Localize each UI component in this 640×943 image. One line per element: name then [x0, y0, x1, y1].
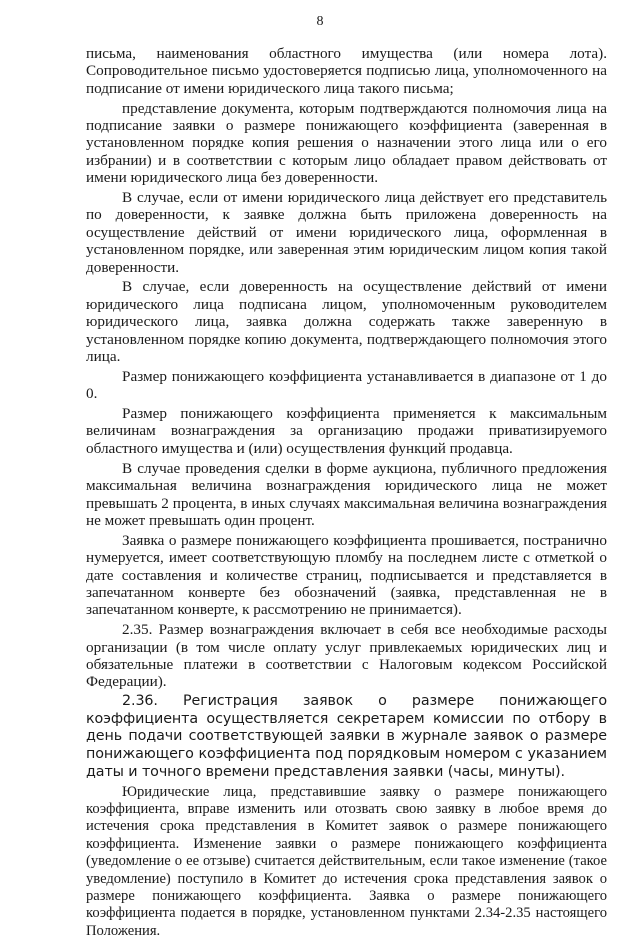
paragraph-application-binding: Заявка о размере понижающего коэффициента прошивается, постранично нумеруется, имеет соответствующую пломбу на последнем листе с отметкой о дате составления и количестве страниц, подписывается и представляется в запечатанном конверте без обозначений (заявка, представленная не в запечатанном конверте, к рассмотрению не принимается). [86, 531, 607, 619]
paragraph-cover-letter: письма, наименования областного имущества (или номера лота). Сопроводительное письмо удостоверяется подписью лица, уполномоченного на подписание от имени юридического лица такого письма; [86, 45, 607, 97]
paragraph-coefficient-applied: Размер понижающего коэффициента применяется к максимальным величинам вознаграждения за организацию продажи приватизируемого областного имущества и (или) осуществления функций продавца. [86, 405, 607, 457]
paragraph-withdrawal: Юридические лица, представившие заявку о размере понижающего коэффициента, вправе изменить или отозвать свою заявку в любое время до истечения срока представления в Комитет заявок о размере понижающего коэффициента. Изменение заявки о размере понижающего коэффициента (уведомление о ее отзыве) считается действительным, если такое изменение (такое уведомление) поступило в Комитет до истечения срока представления заявок о размере понижающего коэффициента. Заявка о размере понижающего коэффициента подается в порядке, установленном пунктами 2.34-2.35 настоящего Положения. [86, 783, 607, 939]
paragraph-coefficient-range: Размер понижающего коэффициента устанавливается в диапазоне от 1 до 0. [86, 367, 607, 403]
paragraph-2-35: 2.35. Размер вознаграждения включает в себя все необходимые расходы организации (в том числе оплату услуг привлекаемых юридических лиц и обязательные платежи в соответствии с Налоговым кодексом Российской Федерации). [86, 621, 607, 691]
paragraph-proxy-signed: В случае, если доверенность на осуществление действий от имени юридического лица подписана лицом, уполномоченным руководителем юридического лица, заявка должна содержать также заверенную в установленном порядке копию документа, подтверждающего полномочия этого лица. [86, 278, 607, 366]
paragraph-max-remuneration: В случае проведения сделки в форме аукциона, публичного предложения максимальная величина вознаграждения юридического лица не может превышать 2 процента, в иных случаях максимальная величина вознаграждения не может превышать один процент. [86, 459, 607, 529]
paragraph-authority-document: представление документа, которым подтверждаются полномочия лица на подписание заявки о размере понижающего коэффициента (заверенная в установленном порядке копия решения о назначении этого лица или о его избрании) и в соответствии с которым лицо обладает правом действовать от имени юридического лица без доверенности. [86, 99, 607, 187]
document-body [86, 45, 607, 943]
paragraph-2-36: 2.36. Регистрация заявок о размере понижающего коэффициента осуществляется секретарем комиссии по отбору в день подачи соответствующей заявки в журнале заявок о размере понижающего коэффициента под порядковым номером с указанием даты и точного времени представления заявки (часы, минуты). [86, 693, 607, 780]
page-number: 8 [316, 14, 324, 29]
paragraph-representative-proxy: В случае, если от имени юридического лица действует его представитель по доверенности, к заявке должна быть приложена доверенность на осуществление действий от имени юридического лица, оформленная в установленном порядке, или заверенная этим юридическим лицом копия такой доверенности. [86, 189, 607, 276]
